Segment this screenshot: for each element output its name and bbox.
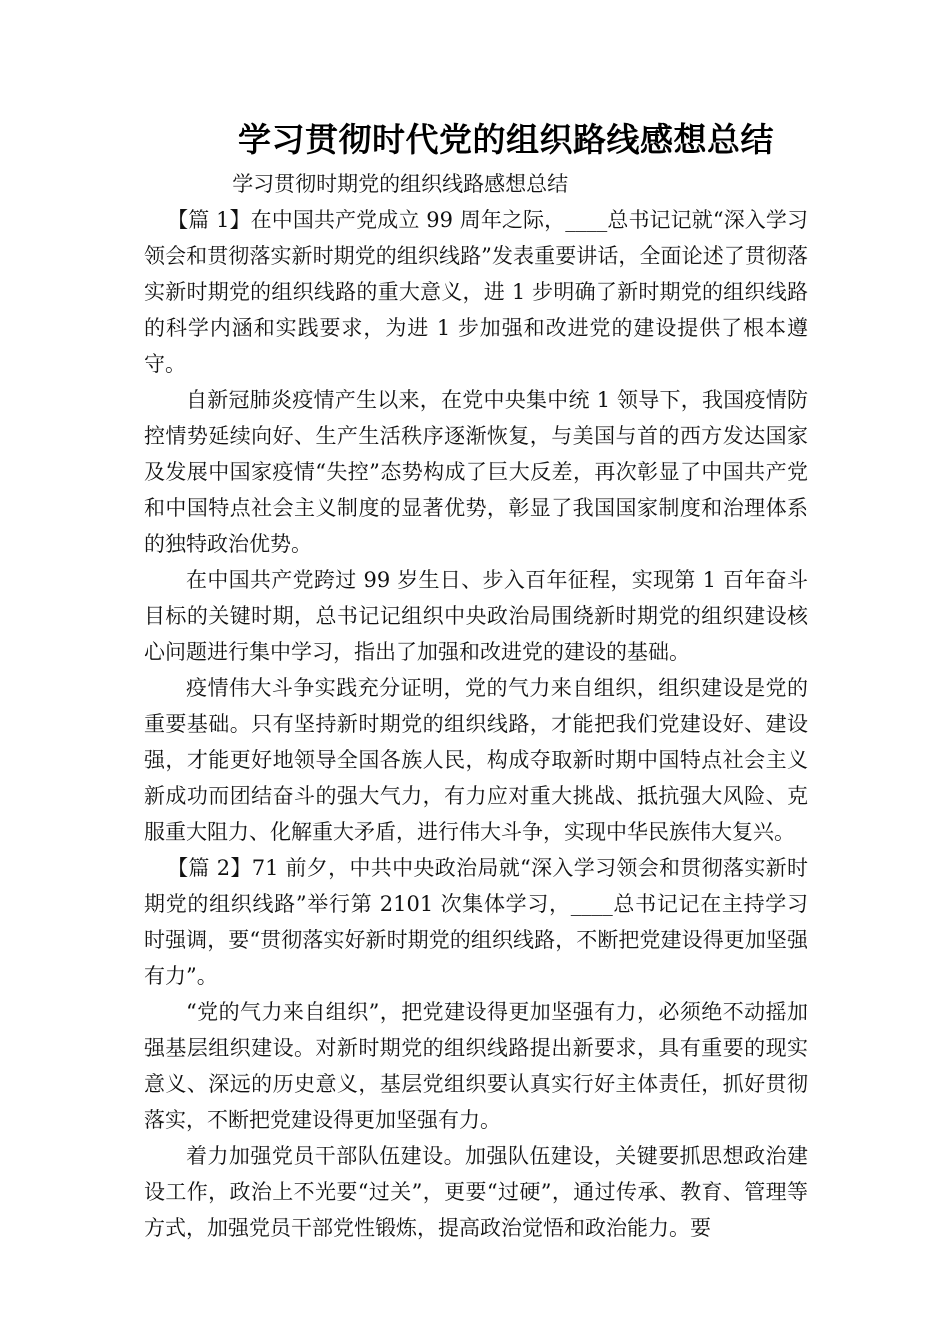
- paragraph-4: 疫情伟大斗争实践充分证明，党的气力来自组织，组织建设是党的重要基础。只有坚持新时期党的组织线路，才能把我们党建设好、建设强，才能更好地领导全国各族人民，构成夺取新时期中国特点社会主义新成功而团结奋斗的强大气力，有力应对重大挑战、抵抗强大风险、克服重大阻力、化解重大矛盾，进行伟大斗争，实现中华民族伟大复兴。: [144, 676, 808, 844]
- paragraph-1: 【篇 1】在中国共产党成立 99 周年之际，____总书记记就“深入学习领会和贯彻落实新时期党的组织线路”发表重要讲话，全面论述了贯彻落实新时期党的组织线路的重大意义，进 1 步明确了新时期党的组织线路的科学内涵和实践要求，为进 1 步加强和改进党的建设提供了根本遵守。: [144, 208, 808, 376]
- document-body: [144, 166, 808, 1246]
- paragraph-6: “党的气力来自组织”，把党建设得更加坚强有力，必须绝不动摇加强基层组织建设。对新时期党的组织线路提出新要求，具有重要的现实意义、深远的历史意义，基层党组织要认真实行好主体责任，抓好贯彻落实，不断把党建设得更加坚强有力。: [144, 1000, 808, 1132]
- document-title: 学习贯彻时代党的组织路线感想总结: [238, 120, 774, 159]
- paragraph-5: 【篇 2】71 前夕，中共中央政治局就“深入学习领会和贯彻落实新时期党的组织线路”举行第 2101 次集体学习，____总书记记在主持学习时强调，要“贯彻落实好新时期党的组织线路，不断把党建设得更加坚强有力”。: [144, 856, 808, 988]
- paragraph-3: 在中国共产党跨过 99 岁生日、步入百年征程，实现第 1 百年奋斗目标的关键时期，总书记记组织中央政治局围绕新时期党的组织建设核心问题进行集中学习，指出了加强和改进党的建设的基础。: [144, 568, 808, 664]
- paragraph-7: 着力加强党员干部队伍建设。加强队伍建设，关键要抓思想政治建设工作，政治上不光要“过关”，更要“过硬”，通过传承、教育、管理等方式，加强党员干部党性锻炼，提高政治觉悟和政治能力。要: [144, 1144, 808, 1240]
- document-subtitle: 学习贯彻时期党的组织线路感想总结: [232, 172, 569, 196]
- paragraph-2: 自新冠肺炎疫情产生以来，在党中央集中统 1 领导下，我国疫情防控情势延续向好、生产生活秩序逐渐恢复，与美国与首的西方发达国家及发展中国家疫情“失控”态势构成了巨大反差，再次彰显了中国共产党和中国特点社会主义制度的显著优势，彰显了我国国家制度和治理体系的独特政治优势。: [144, 388, 808, 556]
